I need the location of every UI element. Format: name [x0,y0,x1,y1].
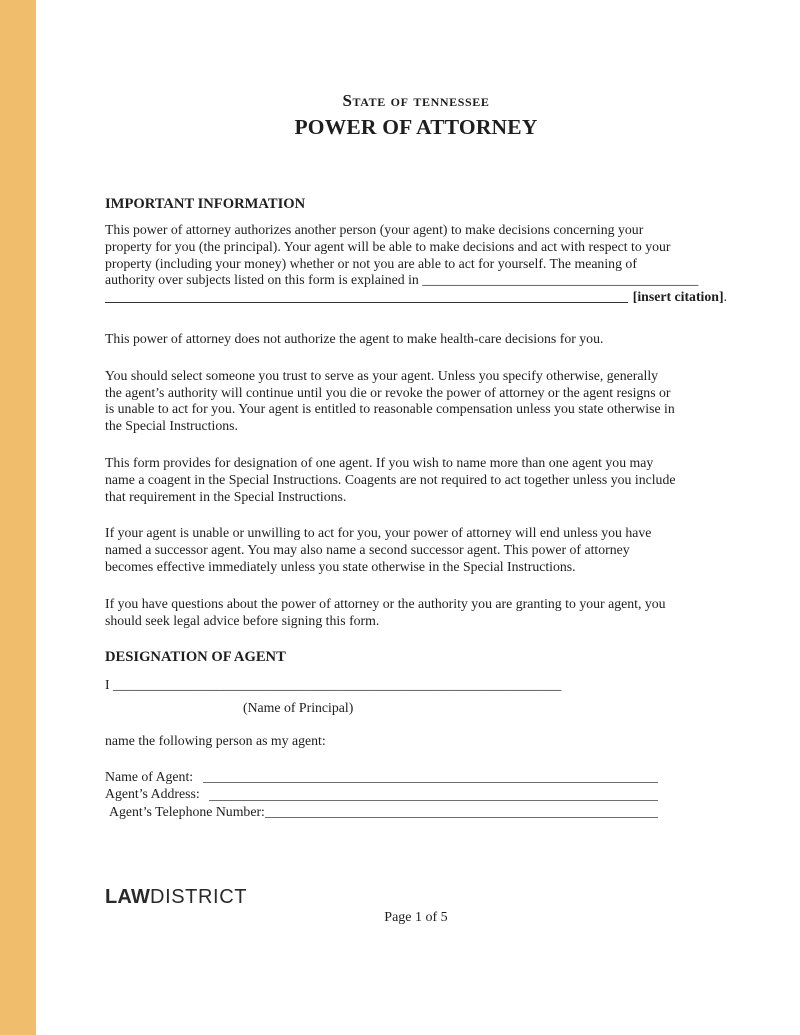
agent-intro-text: name the following person as my agent: [105,733,326,749]
text-line: named a successor agent. You may also name a second successor agent. This power of attorney [105,542,630,558]
title-power-of-attorney: POWER OF ATTORNEY [294,115,538,139]
paragraph-agent-selection [105,368,727,435]
agent-phone-blank-line [265,803,658,818]
text-line: If you have questions about the power of attorney or the authority you are granting to your agent, you [105,595,666,611]
agent-name-label: Name of Agent: [105,769,197,785]
title-state: State of tennessee [342,91,490,110]
text-line: property for you (the principal). Your agent will be able to make decisions and act with respect to your [105,238,671,254]
agent-name-row [105,768,658,785]
text-line: the agent’s authority will continue until you die or revoke the power of attorney or the agent resigns or [105,384,671,400]
paragraph-authorization-lines [105,222,727,272]
text-line: should seek legal advice before signing this form. [105,612,380,628]
citation-period: . [723,289,727,305]
text-line: is unable to act for you. Your agent is entitled to reasonable compensation unless you state otherwise in [105,401,675,417]
citation-blank-line-2 [105,302,628,303]
paragraph-successor-agent [105,525,727,575]
logo-law-text: LAW [105,886,151,909]
text-line: This form provides for designation of one agent. If you wish to name more than one agent you may [105,454,654,470]
paragraph-healthcare [105,331,727,348]
agent-name-blank-line [203,768,658,783]
principal-prefix: I [105,677,114,693]
citation-blank-line-1: ________________________________________ [422,272,699,288]
agent-address-blank-line [209,785,658,800]
page-indicator: Page 1 of 5 [384,910,448,926]
agent-address-row [105,785,658,802]
principal-name-blank: _________________________________________________________________ [113,677,562,693]
document-title-block [105,0,727,140]
text-line: property (including your money) whether or not you are able to act for yourself. The meaning of [105,255,637,271]
text-line: This power of attorney does not authorize the agent to make health-care decisions for you. [105,330,604,346]
agent-phone-row [105,803,658,820]
explained-in-line [105,272,727,289]
paragraph-authorization [105,222,727,306]
text-line: If your agent is unable or unwilling to act for you, your power of attorney will end unless you have [105,525,652,541]
text-line: becomes effective immediately unless you state otherwise in the Special Instructions. [105,558,576,574]
principal-name-line [105,676,727,693]
page-accent-stripe [0,0,36,1035]
logo-district-text: DISTRICT [150,886,248,909]
explained-in-text: authority over subjects listed on this form is explained in [105,272,423,288]
text-line: You should select someone you trust to serve as your agent. Unless you specify otherwise, generally [105,367,659,383]
text-line: This power of attorney authorizes another person (your agent) to make decisions concerning your [105,222,644,237]
text-line: the Special Instructions. [105,418,238,434]
insert-citation-label: [insert citation] [632,289,724,305]
text-line: name a coagent in the Special Instructions. Coagents are not required to act together unless you include [105,471,676,487]
principal-name-caption: (Name of Principal) [243,700,354,716]
lawdistrict-logo [105,886,727,908]
agent-fields [105,768,658,820]
agent-address-label: Agent’s Address: [105,786,204,802]
paragraph-coagents [105,455,727,505]
document-page [105,0,727,926]
heading-important-information: IMPORTANT INFORMATION [105,196,306,212]
citation-line [105,289,727,306]
agent-phone-label: Agent’s Telephone Number: [109,803,265,819]
text-line: that requirement in the Special Instructions. [105,488,347,504]
heading-designation-of-agent: DESIGNATION OF AGENT [105,649,286,666]
paragraph-legal-advice [105,596,727,630]
